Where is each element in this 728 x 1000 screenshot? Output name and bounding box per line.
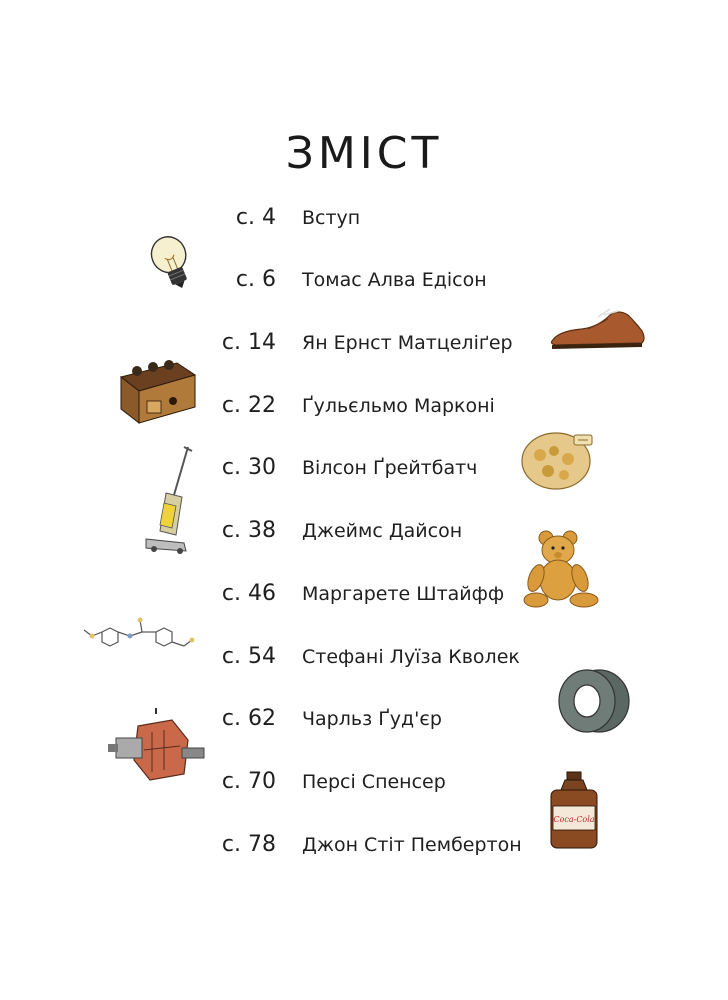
toc-entry-title: Ян Ернст Матцеліґер <box>302 332 513 354</box>
toc-entry-title: Маргарете Штайфф <box>302 583 505 605</box>
toc-page-number: с. 38 <box>221 518 276 543</box>
toc-row[interactable] <box>0 267 728 307</box>
lightbulb-icon <box>145 232 200 294</box>
toc-entry-title: Персі Спенсер <box>302 771 446 793</box>
toc-entry-title: Вступ <box>302 207 361 229</box>
shoe-icon <box>548 305 648 353</box>
toc-page-number: с. 78 <box>221 832 276 857</box>
vacuum-cleaner-icon <box>140 445 200 555</box>
toc-page-number: с. 62 <box>221 706 276 731</box>
toc-page-number: с. 4 <box>235 205 276 230</box>
toc-row[interactable] <box>0 205 728 245</box>
radio-icon <box>115 355 200 430</box>
toc-page-number: с. 30 <box>221 455 276 480</box>
pacemaker-icon <box>518 425 598 493</box>
toc-entry-title: Джеймс Дайсон <box>302 520 463 542</box>
tire-icon <box>555 667 633 735</box>
toc-entry-title: Джон Стіт Пембертон <box>302 834 522 856</box>
bottle-label: Coca-Cola <box>553 815 595 824</box>
toc-page-number: с. 70 <box>221 769 276 794</box>
toc-page-number: с. 46 <box>221 581 276 606</box>
toc-row[interactable] <box>0 832 728 872</box>
toc-page-number: с. 54 <box>221 644 276 669</box>
toc-entry-title: Ґульєльмо Марконі <box>302 395 495 417</box>
toc-entry-title: Томас Алва Едісон <box>302 269 487 291</box>
toc-row[interactable] <box>0 393 728 433</box>
cola-bottle-icon <box>545 770 603 852</box>
magnetron-icon <box>108 708 208 788</box>
toc-page-number: с. 14 <box>221 330 276 355</box>
toc-entry-title: Стефані Луїза Кволек <box>302 646 520 668</box>
molecule-icon <box>80 612 198 662</box>
toc-page-number: с. 22 <box>221 393 276 418</box>
toc-row[interactable] <box>0 518 728 558</box>
toc-entry-title: Вілсон Ґрейтбатч <box>302 457 478 479</box>
page-title: ЗМІСТ <box>285 128 443 179</box>
teddy-bear-icon <box>522 528 602 610</box>
toc-page-number: с. 6 <box>235 267 276 292</box>
toc-entry-title: Чарльз Ґуд'єр <box>302 708 442 730</box>
toc-row[interactable] <box>0 455 728 495</box>
